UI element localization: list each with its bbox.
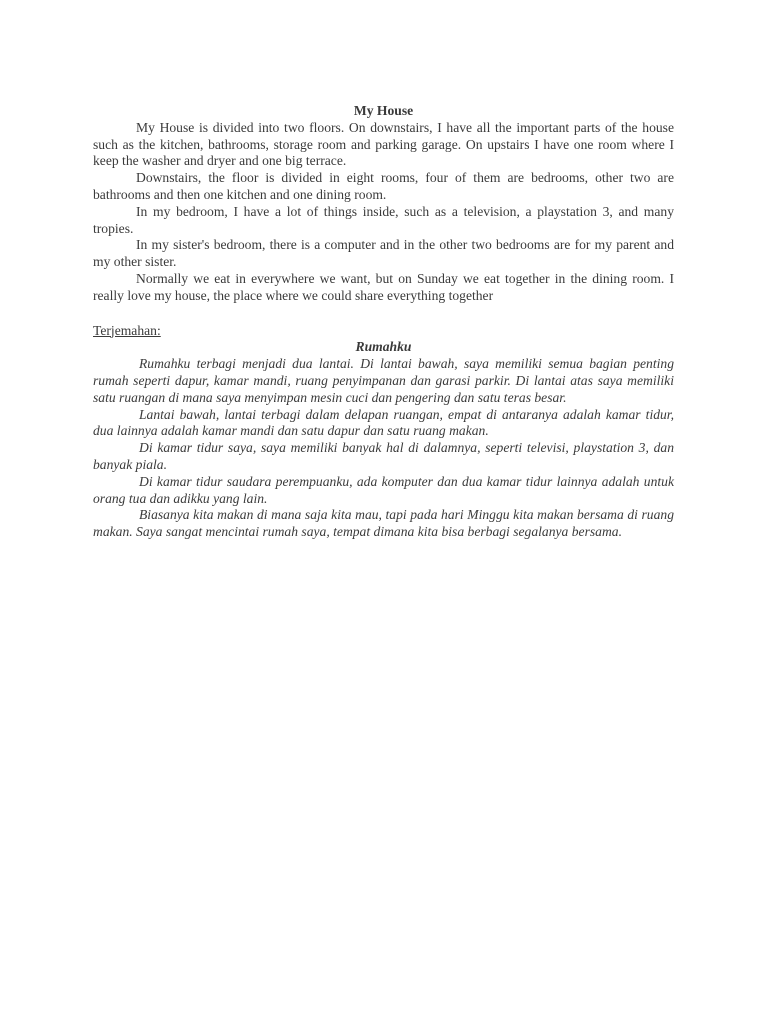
paragraph-4: In my sister's bedroom, there is a computer and in the other two bedrooms are for my parent and my other sister. [93, 237, 674, 270]
translation-paragraph-5: Biasanya kita makan di mana saja kita mau, tapi pada hari Minggu kita makan bersama di ruang makan. Saya sangat mencintai rumah saya, tempat dimana kita bisa berbagi segalanya bersama. [93, 507, 674, 540]
translation-paragraph-1: Rumahku terbagi menjadi dua lantai. Di lantai bawah, saya memiliki semua bagian penting rumah seperti dapur, kamar mandi, ruang penyimpanan dan garasi parkir. Di lantai atas saya memiliki satu ruangan di mana saya menyimpan mesin cuci dan pengering dan satu teras besar. [93, 356, 674, 405]
paragraph-2: Downstairs, the floor is divided in eight rooms, four of them are bedrooms, other two are bathrooms and then one kitchen and one dining room. [93, 170, 674, 202]
paragraph-1: My House is divided into two floors. On downstairs, I have all the important parts of the house such as the kitchen, bathrooms, storage room and parking garage. On upstairs I have one room where I keep the washer and dryer and one big terrace. [93, 119, 674, 169]
translation-title: Rumahku [355, 339, 412, 355]
paragraph-5: Normally we eat in everywhere we want, but on Sunday we eat together in the dining room. I really love my house, the place where we could share everything together [93, 270, 674, 303]
section-spacer [93, 305, 674, 323]
translation-paragraph-4: Di kamar tidur saudara perempuanku, ada komputer dan dua kamar tidur lainnya adalah untuk orang tua dan adikku yang lain. [93, 473, 674, 506]
document-page [93, 103, 674, 541]
paragraph-3: In my bedroom, I have a lot of things inside, such as a television, a playstation 3, and many tropies. [93, 203, 674, 236]
translation-paragraph-3: Di kamar tidur saya, saya memiliki banyak hal di dalamnya, seperti televisi, playstation 3, dan banyak piala. [93, 440, 674, 472]
translation-label: Terjemahan: [93, 322, 161, 338]
translation-paragraph-2: Lantai bawah, lantai terbagi dalam delapan ruangan, empat di antaranya adalah kamar tidur, dua lainnya adalah kamar mandi dan satu dapur dan satu ruang makan. [93, 406, 674, 439]
document-title: My House [353, 103, 414, 118]
